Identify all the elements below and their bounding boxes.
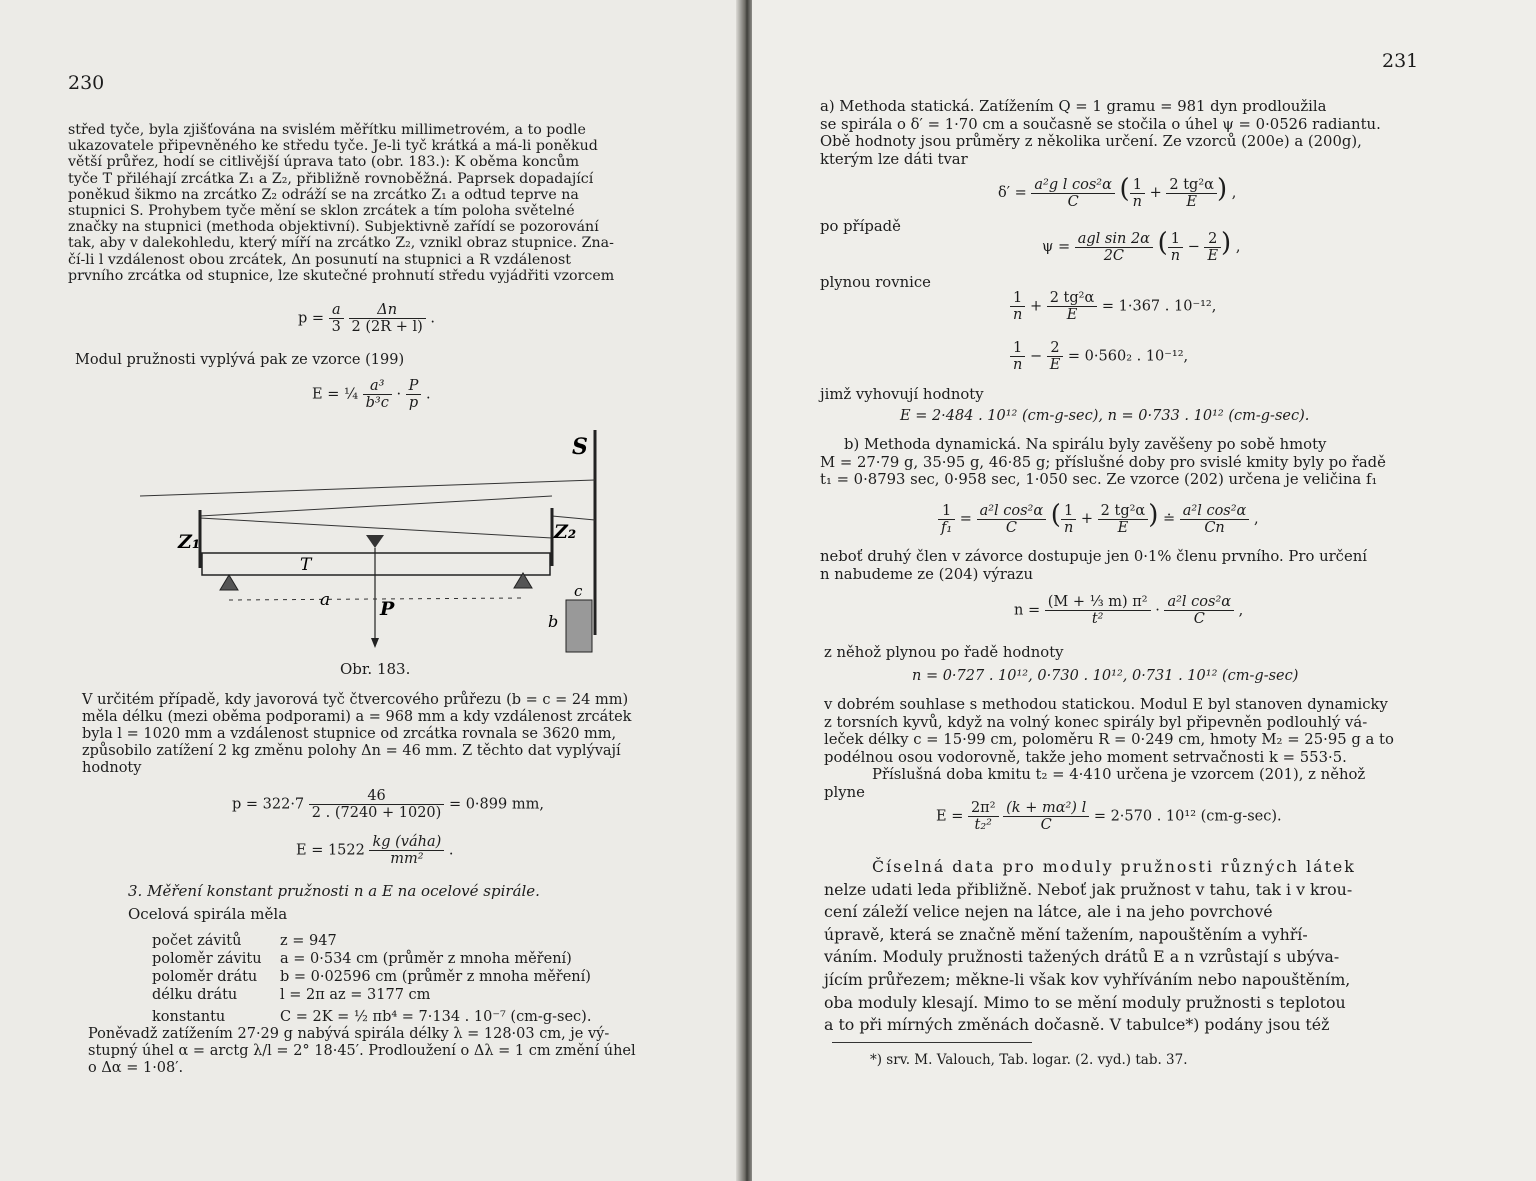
fraction (938, 503, 955, 536)
numerator: 2 (1204, 231, 1221, 248)
denominator: f₁ (941, 519, 953, 536)
footnote-rule (832, 1042, 1032, 1043)
left-page (0, 0, 746, 1181)
text-line: větší průřez, hodí se citlivější úprava tato (obr. 183.): K oběma koncům (68, 154, 580, 171)
numerator: 2 (1047, 340, 1064, 357)
fraction (309, 788, 445, 821)
numerator: (M + ⅓ m) π² (1045, 594, 1151, 611)
eq-lhs: δ′ = (998, 185, 1027, 201)
label-b: b (548, 612, 559, 631)
fraction (1047, 340, 1064, 373)
numerator: 1 (1061, 503, 1076, 520)
label-c: c (574, 582, 583, 600)
fraction (1047, 290, 1098, 323)
fraction (1166, 177, 1217, 210)
text-line: ukazovatele připevněného ke středu tyče. Je-li tyč krátká a má-li poněkud (68, 138, 598, 155)
param-name: poloměr závitu (152, 951, 262, 967)
fraction (1180, 503, 1250, 536)
denominator: C (1067, 193, 1079, 210)
numerator: Δn (349, 302, 426, 319)
denominator: C (1040, 817, 1052, 833)
param-name: počet závitů (152, 933, 242, 949)
numerator: a (329, 302, 344, 319)
numerator: P (406, 378, 422, 395)
fraction (369, 834, 444, 867)
numerator: a³ (363, 378, 392, 395)
text-line: kterým lze dáti tvar (820, 150, 968, 168)
text-line: nelze udati leda přibližně. Neboť jak pružnost v tahu, tak i v krou- (824, 879, 1353, 899)
force-arrowhead (371, 638, 379, 648)
list-item (152, 986, 591, 1004)
equation-results-static: E = 2·484 . 10¹² (cm-g-sec), n = 0·733 . 10¹² (cm-g-sec). (900, 408, 1310, 424)
numerator: 2π² (968, 800, 999, 817)
eq-rhs: = 2·570 . 10¹² (cm-g-sec). (1093, 808, 1282, 825)
left-paragraph-3 (82, 692, 678, 777)
denominator: 2 . (7240 + 1020) (311, 805, 442, 821)
equation-E (312, 378, 431, 411)
fraction (968, 800, 999, 833)
eq-approx: ≐ (1162, 511, 1176, 527)
list-item (152, 968, 591, 986)
left-paragraph-1 (68, 122, 668, 284)
right-page (752, 0, 1536, 1181)
eq-tail: , (1231, 185, 1237, 201)
fraction (1010, 340, 1025, 373)
list-item (152, 950, 591, 968)
text-line: t₁ = 0·8793 sec, 0·958 sec, 1·050 sec. Ze vzorce (202) určena je veličina f₁ (820, 471, 1378, 488)
text-line: V určitém případě, kdy javorová tyč čtvercového průřezu (b = c = 24 mm) (82, 692, 629, 708)
list-item (152, 932, 591, 950)
fraction (406, 378, 422, 411)
denominator: n (1013, 357, 1023, 373)
denominator: n (1170, 247, 1181, 264)
text-line: Poněvadž zatížením 27·29 g nabývá spirála délky λ = 128·03 cm, je vý- (88, 1026, 610, 1042)
fraction (1075, 231, 1153, 264)
spiral-parameters (152, 932, 591, 1026)
numerator: 1 (938, 503, 955, 520)
denominator: 2C (1103, 247, 1125, 264)
text-line: o Δα = 1·08′. (88, 1060, 184, 1076)
eq-lhs: n = (1014, 602, 1041, 619)
label-S: S (572, 434, 588, 460)
equation-delta: δ′ = $\frac{\text{a²g l cos²α}}{C}$ ( $\frac{1}{n}$ + $\frac{\text{2 tg²α}}{E}$ ) , (998, 174, 1237, 210)
numerator: 2 tg²α (1047, 290, 1098, 307)
eq-tail: , (1238, 602, 1244, 619)
denominator: C (1005, 519, 1017, 536)
eq-operator: + (1080, 511, 1094, 527)
text-line: střed tyče, byla zjišťována na svislém měřítku millimetrovém, a to podle (68, 122, 586, 138)
label-T: T (300, 555, 312, 575)
eq-equals: = (959, 511, 972, 527)
eq-operator: + (1149, 185, 1162, 201)
text-line: jícím průřezem; měkne-li však kov vyhříváním nebo napouštěním, (824, 969, 1351, 989)
text-plynou-rovnice: plynou rovnice (820, 274, 931, 291)
ray (140, 480, 595, 496)
rod-T (202, 553, 550, 575)
fraction (1130, 177, 1145, 210)
spiral-intro: Ocelová spirála měla (128, 905, 288, 923)
page-number-left: 230 (68, 72, 105, 94)
eq-lhs: E = (936, 808, 964, 825)
text-line: způsobilo zatížení 2 kg změnu polohy Δn = 46 mm. Z těchto dat vyplývají (82, 743, 621, 759)
fraction (349, 302, 426, 335)
ray (200, 496, 552, 516)
param-name: délku drátu (152, 987, 238, 1003)
text-line: tak, aby v dalekohledu, který míří na zrcátko Z₂, vznikl obraz stupnice. Zna- (68, 235, 614, 252)
equation-results-dynamic: n = 0·727 . 10¹², 0·730 . 10¹², 0·731 . 10¹² (cm-g-sec) (912, 668, 1299, 684)
section-heading: 3. Měření konstant pružnosti n a E na ocelové spirále. (128, 882, 540, 900)
fraction (1168, 231, 1183, 264)
text-line: podélnou osou vodorovně, takže jeho moment setrvačnosti k = 553·5. (824, 748, 1347, 766)
denominator: E (1207, 247, 1219, 264)
text-line: cení záleží velice nejen na látce, ale i na jeho povrchové (824, 902, 1273, 922)
eq-coef: ¼ (343, 386, 359, 403)
numerator: a²l cos²α (1164, 594, 1234, 611)
eq-operator: − (1029, 348, 1043, 365)
denominator: n (1013, 307, 1023, 323)
text-line: čí-li l vzdálenost obou zrcátek, Δn posunutí na stupnici a R vzdálenost (68, 251, 571, 268)
numerator: 1 (1130, 177, 1145, 194)
text-line: Číselná data pro moduly pružnosti různých látek (872, 857, 1356, 876)
param-value: z = 947 (280, 933, 337, 949)
text-line: a to při mírných změnách dočasně. V tabulce*) podány jsou též (824, 1015, 1330, 1035)
list-item (152, 1008, 591, 1026)
numerator: a²l cos²α (977, 503, 1047, 520)
fraction (1061, 503, 1076, 536)
denominator: t² (1091, 611, 1104, 627)
denominator: t₂² (974, 817, 992, 833)
text-line: neboť druhý člen v závorce dostupuje jen 0·1% členu prvního. Pro určení (820, 548, 1367, 565)
footnote: *) srv. M. Valouch, Tab. logar. (2. vyd.) tab. 37. (870, 1052, 1188, 1068)
eq-operator: − (1187, 239, 1200, 255)
text-line: n nabudeme ze (204) výrazu (820, 565, 1033, 583)
numerator: a²g l cos²α (1031, 177, 1115, 194)
label-Z2: Z₂ (554, 521, 577, 543)
text-line: hodnoty (82, 760, 142, 776)
cross-section (566, 600, 592, 652)
load-support (366, 535, 384, 548)
text-line: váním. Moduly pružnosti tažených drátů E a n vzrůstají s ubýva- (824, 947, 1340, 967)
equation-p (298, 302, 435, 335)
right-paragraph-3 (820, 548, 1436, 583)
eq-rhs: = 1·367 . 10⁻¹², (1101, 298, 1217, 315)
denominator: E (1049, 357, 1061, 373)
param-value: l = 2π az = 3177 cm (280, 987, 431, 1003)
numerator: a²l cos²α (1180, 503, 1250, 520)
equation-difference (1010, 340, 1188, 373)
figure-183 (140, 420, 620, 660)
eq-tail: . (448, 842, 454, 859)
equation-E-dynamic (936, 800, 1282, 833)
right-paragraph-1 (820, 98, 1436, 168)
text-po-pripade: po případě (820, 218, 901, 235)
span-a (229, 598, 523, 600)
text-line: se spirála o δ′ = 1·70 cm a současně se stočila o úhel ψ = 0·0526 radiantu. (820, 115, 1381, 133)
eq-rhs: = 0·899 mm, (448, 796, 544, 813)
fraction (1031, 177, 1115, 210)
fraction (1204, 231, 1221, 264)
label-P: P (380, 598, 395, 620)
denominator: E (1186, 193, 1197, 210)
text-line: úpravě, která se značně mění tažením, napouštěním a vyhří- (824, 924, 1308, 944)
text-line: leček délky c = 15·99 cm, poloměru R = 0·249 cm, hmoty M₂ = 25·95 g a to (824, 731, 1394, 748)
left-paragraph-4 (88, 1026, 682, 1077)
numerator: 2 tg²α (1098, 503, 1149, 520)
denominator: n (1132, 193, 1142, 210)
right-paragraph-4 (824, 696, 1436, 801)
numerator: 46 (309, 788, 445, 805)
fraction (1164, 594, 1234, 627)
text-line: stupný úhel α = arctg λ/l = 2° 18·45′. Prodloužení o Δλ = 1 cm změní úhel (88, 1043, 636, 1059)
equation-p-value (232, 788, 544, 821)
denominator: b³c (365, 395, 389, 411)
eq-lhs: p = (298, 310, 325, 327)
text-line: oba moduly klesají. Mimo to se mění moduly pružnosti s teplotou (824, 992, 1346, 1012)
left-paragraph-2: Modul pružnosti vyplývá pak ze vzorce (199) (75, 352, 405, 368)
text-line: Příslušná doba kmitu t₂ = 4·410 určena je vzorcem (201), z něhož (872, 766, 1366, 783)
denominator: E (1117, 519, 1129, 536)
text-z-nehoz: z něhož plynou po řadě hodnoty (824, 644, 1064, 661)
eq-lhs: E = 1522 (296, 842, 365, 859)
param-value: C = 2K = ½ πb⁴ = 7·134 . 10⁻⁷ (cm-g-sec). (280, 1009, 592, 1025)
numerator: 1 (1010, 290, 1025, 307)
text-line: poněkud šikmo na zrcátko Z₂ odráží se na zrcátko Z₁ a odtud teprve na (68, 186, 579, 203)
eq-tail: , (1235, 239, 1241, 255)
denominator: 3 (331, 319, 341, 335)
text-line: stupnici S. Prohybem tyče mění se sklon zrcátek a tím poloha světelné (68, 203, 575, 220)
denominator: p (408, 395, 419, 411)
text-line: měla délku (mezi oběma podporami) a = 968 mm a kdy vzdálenost zrcátek (82, 709, 632, 725)
equation-n (1014, 594, 1243, 627)
label-a: a (320, 590, 331, 610)
denominator: Cn (1204, 519, 1225, 536)
eq-tail: , (1253, 511, 1259, 527)
right-paragraph-5 (824, 856, 1432, 1037)
numerator: kg (váha) (369, 834, 444, 851)
param-name: konstantu (152, 1009, 226, 1025)
fraction (363, 378, 392, 411)
eq-lhs: ψ = (1042, 239, 1071, 255)
equation-psi: ψ = $\frac{\text{agl sin 2α}}{2C}$ ( $\frac{1}{n}$ − $\frac{2}{E}$ ) , (1042, 228, 1241, 264)
text-line: z torsních kyvů, když na volný konec spirály byl připevněn podlouhlý vá- (824, 713, 1368, 731)
fraction (977, 503, 1047, 536)
param-value: b = 0·02596 cm (průměr z mnoha měření) (280, 969, 591, 985)
page-number-right: 231 (1382, 50, 1419, 72)
denominator: mm² (390, 851, 424, 867)
figure-caption: Obr. 183. (340, 660, 411, 678)
text-jimz: jimž vyhovují hodnoty (820, 386, 984, 403)
text-line: prvního zrcátka od stupnice, lze skutečné prohnutí středu vyjádřiti vzorcem (68, 267, 615, 284)
numerator: 1 (1168, 231, 1183, 248)
text-line: a) Methoda statická. Zatížením Q = 1 gramu = 981 dyn prodloužila (820, 98, 1327, 115)
equation-sum (1010, 290, 1216, 323)
ray (552, 516, 595, 520)
fraction (329, 302, 344, 335)
text-line: b) Methoda dynamická. Na spirálu byly zavěšeny po sobě hmoty (844, 436, 1327, 453)
text-line: plyne (824, 783, 865, 801)
denominator: C (1193, 611, 1205, 627)
text-line: tyče T přiléhají zrcátka Z₁ a Z₂, přibližně rovnoběžná. Paprsek dopadající (68, 170, 594, 187)
denominator: E (1066, 307, 1078, 323)
denominator: 2 (2R + l) (351, 319, 423, 335)
label-Z1: Z₁ (178, 531, 201, 553)
fraction (1010, 290, 1025, 323)
param-name: poloměr drátu (152, 969, 258, 985)
denominator: n (1063, 519, 1074, 536)
right-paragraph-2 (820, 436, 1436, 489)
eq-rhs: = 0·560₂ . 10⁻¹², (1067, 348, 1189, 365)
eq-dot: · (396, 386, 402, 403)
eq-lhs: E = (312, 386, 340, 403)
text-line: byla l = 1020 mm a vzdálenost stupnice od zrcátka rovnala se 3620 mm, (82, 726, 617, 742)
support-left (220, 575, 238, 590)
text-line: značky na stupnici (methoda objektivní). Subjektivně zařídí se pozorování (68, 219, 599, 236)
param-value: a = 0·534 cm (průměr z mnoha měření) (280, 951, 572, 967)
text-line: Obě hodnoty jsou průměry z několika určení. Ze vzorců (200e) a (200g), (820, 133, 1362, 150)
fraction (1045, 594, 1151, 627)
equation-f1: $\frac{1}{\text{f₁}}$ = $\frac{\text{a²l cos²α}}{C}$ ( $\frac{1}{n}$ + $\frac{\text{2 tg²α}}{E}$ ) ≐ $\frac{\text{a²l cos²α}}{Cn}$ , (938, 500, 1259, 536)
eq-dot: · (1155, 602, 1160, 619)
numerator: 2 tg²α (1166, 177, 1217, 194)
eq-lhs: p = 322·7 (232, 796, 305, 813)
eq-operator: + (1029, 298, 1043, 315)
equation-E-value (296, 834, 454, 867)
fraction (1003, 800, 1089, 833)
eq-tail: . (426, 386, 431, 403)
numerator: agl sin 2α (1075, 231, 1153, 248)
numerator: (k + mα²) l (1003, 800, 1089, 817)
text-line: v dobrém souhlase s methodou statickou. Modul E byl stanoven dynamicky (824, 696, 1388, 713)
text-line: M = 27·79 g, 35·95 g, 46·85 g; příslušné doby pro svislé kmity byly po řadě (820, 453, 1386, 471)
eq-tail: . (430, 310, 436, 327)
fraction (1098, 503, 1149, 536)
numerator: 1 (1010, 340, 1025, 357)
